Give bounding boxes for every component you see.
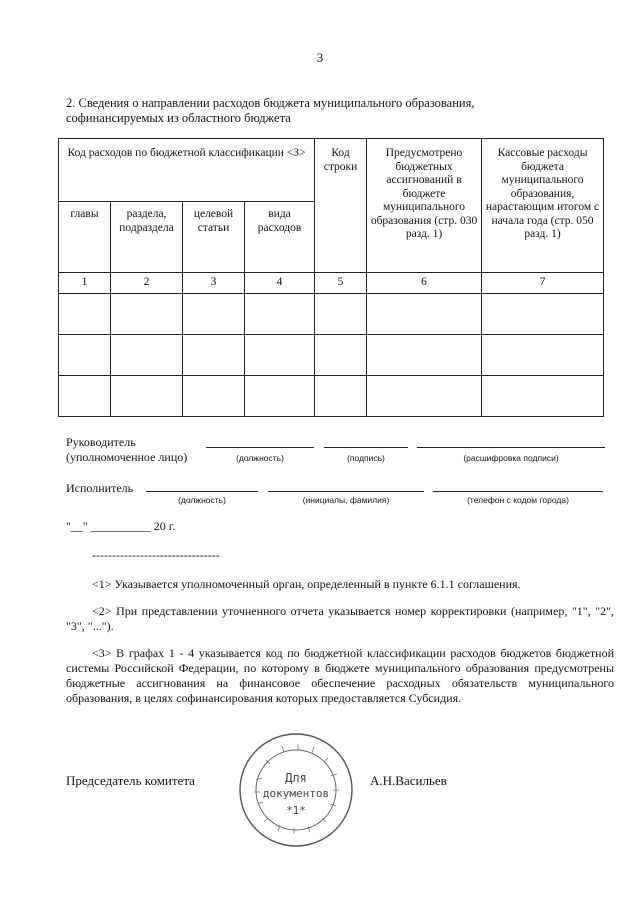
table-cell[interactable] [315, 294, 367, 335]
footnote-separator: -------------------------------- [92, 548, 220, 562]
caption-executor-position: (должность) [178, 495, 226, 505]
header-budget-classification: Код расходов по бюджетной классификации <3> [59, 139, 315, 202]
column-number: 7 [482, 273, 604, 294]
table-cell[interactable] [59, 294, 111, 335]
subheader-section: раздела, подраздела [111, 202, 183, 273]
table-row [59, 294, 604, 335]
stamp-number: *1* [286, 804, 306, 817]
column-number: 5 [315, 273, 367, 294]
table-cell[interactable] [59, 376, 111, 417]
heading-line-1: 2. Сведения о направлении расходов бюджета муниципального образования, [66, 96, 475, 110]
table-cell[interactable] [482, 335, 604, 376]
table-cell[interactable] [482, 294, 604, 335]
section-heading [66, 96, 586, 126]
expenditure-table [58, 138, 604, 417]
footnote-3: <3> В графах 1 - 4 указывается код по бюджетной классификации расходов бюджетов бюджетной системы Российской Федерации, по которому в бюджете муниципального образования предусмотрены бюджетные ассигнования на финансовое обеспечение расходных обязательств муниципального образования, в целях софинансирования которых предоставляется Субсидия. [66, 646, 614, 705]
caption-executor-phone: (телефон с кодом города) [467, 495, 569, 505]
caption-executor-name: (инициалы, фамилия) [302, 495, 390, 505]
executor-label: Исполнитель [66, 481, 134, 495]
header-planned-appropriations: Предусмотрено бюджетных ассигнований в бюджете муниципального образования (стр. 030 разд. 1) [367, 139, 482, 273]
footnote-2: <2> При представлении уточненного отчета указывается номер корректировки (например, "1", "2", "3", "..."). [66, 604, 614, 633]
date-field[interactable]: "__" __________ 20 г. [66, 519, 176, 533]
head-decoding-line[interactable] [417, 447, 605, 448]
subheader-expense-type: вида расходов [245, 202, 315, 273]
column-number: 2 [111, 273, 183, 294]
column-number-row [59, 273, 604, 294]
table-cell[interactable] [367, 335, 482, 376]
table-cell[interactable] [367, 376, 482, 417]
footnote-1: <1> Указывается уполномоченный орган, определенный в пункте 6.1.1 соглашения. [92, 577, 521, 591]
head-label-sub: (уполномоченное лицо) [66, 450, 188, 464]
round-stamp-icon [236, 730, 356, 850]
table-cell[interactable] [245, 376, 315, 417]
executor-name-line[interactable] [268, 491, 424, 492]
table-cell[interactable] [111, 294, 183, 335]
stamp-text-2: документов [262, 787, 330, 800]
table-cell[interactable] [183, 335, 245, 376]
column-number: 3 [183, 273, 245, 294]
caption-position: (должность) [236, 453, 284, 463]
page-number: 3 [316, 50, 324, 65]
table-cell[interactable] [367, 294, 482, 335]
table-cell[interactable] [482, 376, 604, 417]
table-cell[interactable] [111, 376, 183, 417]
head-label: Руководитель [66, 435, 136, 449]
subheader-chapter: главы [59, 202, 111, 273]
heading-line-2: софинансируемых из областного бюджета [66, 111, 291, 125]
column-number: 4 [245, 273, 315, 294]
table-cell[interactable] [59, 335, 111, 376]
table-cell[interactable] [183, 294, 245, 335]
table-cell[interactable] [111, 335, 183, 376]
caption-decoding: (расшифровка подписи) [463, 453, 559, 463]
table-row [59, 376, 604, 417]
stamp-text-1: Для [285, 771, 307, 785]
header-cash-expenses: Кассовые расходы бюджета муниципального образования, нарастающим итогом с начала года (стр. 050 разд. 1) [482, 139, 604, 273]
table-row [59, 335, 604, 376]
table-cell[interactable] [315, 376, 367, 417]
column-number: 1 [59, 273, 111, 294]
header-line-code: Код строки [315, 139, 367, 273]
table-cell[interactable] [245, 335, 315, 376]
chairman-name: А.Н.Васильев [370, 773, 447, 788]
head-position-line[interactable] [206, 447, 314, 448]
table-cell[interactable] [183, 376, 245, 417]
subheader-target-article: целевой статьи [183, 202, 245, 273]
table-cell[interactable] [245, 294, 315, 335]
table-cell[interactable] [315, 335, 367, 376]
executor-position-line[interactable] [146, 491, 258, 492]
column-number: 6 [367, 273, 482, 294]
caption-signature: (подпись) [347, 453, 385, 463]
chairman-label: Председатель комитета [66, 773, 195, 788]
head-signature-line[interactable] [324, 447, 408, 448]
executor-phone-line[interactable] [433, 491, 603, 492]
